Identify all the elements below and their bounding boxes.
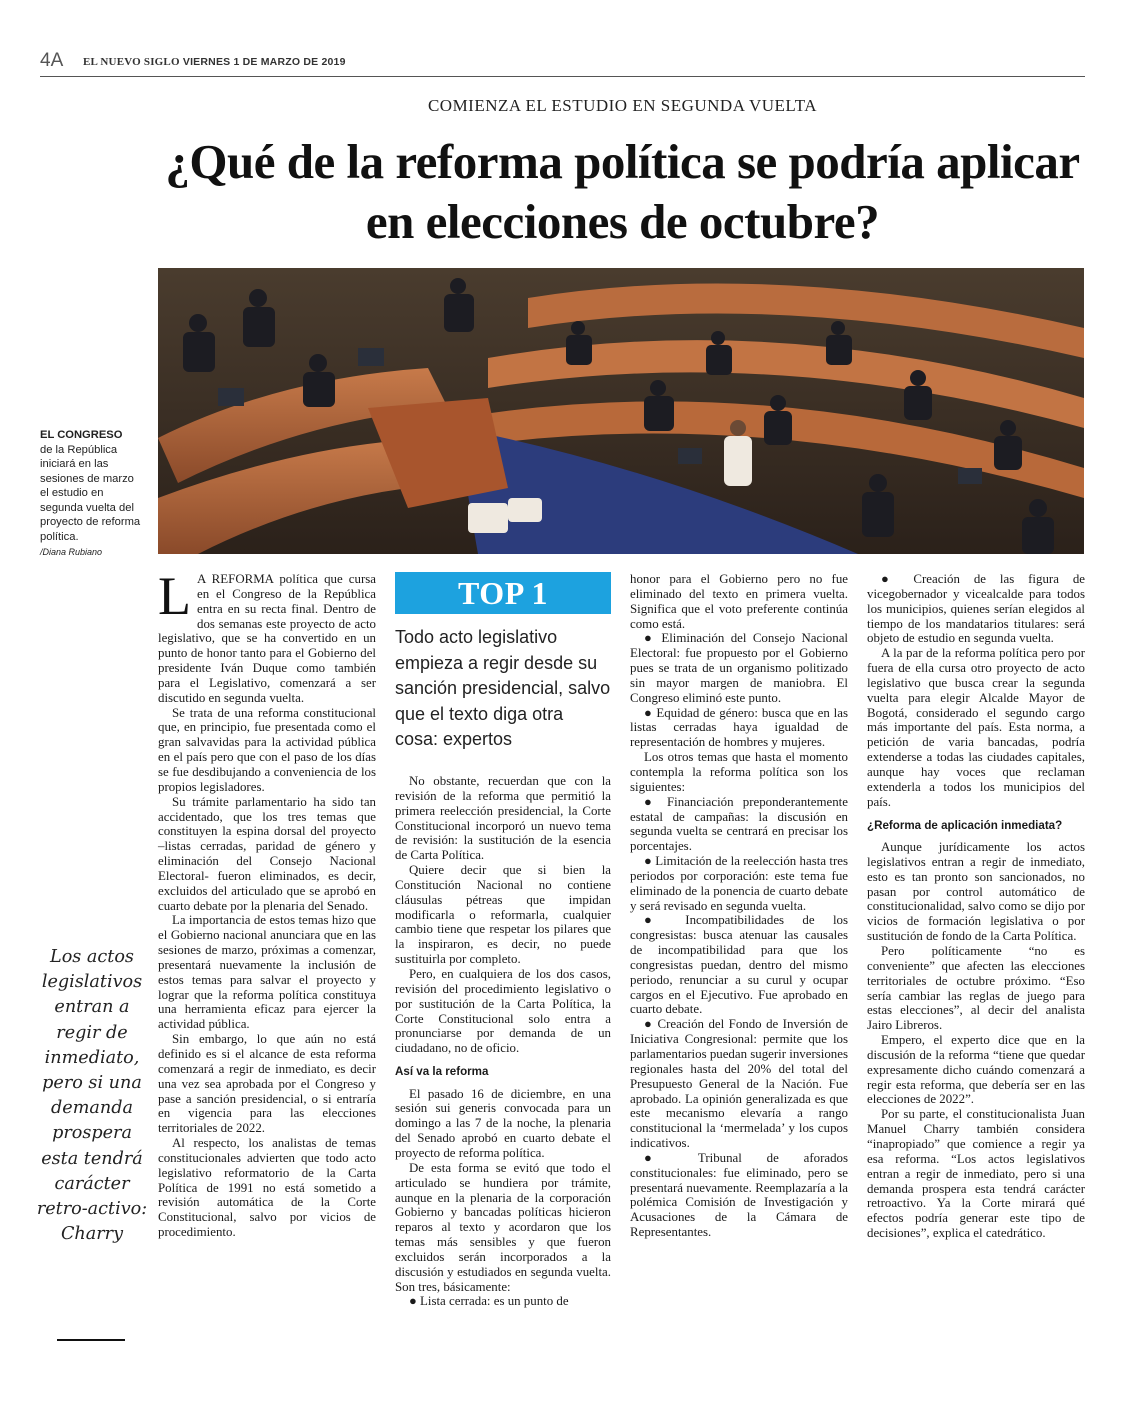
header-rule — [40, 76, 1085, 77]
bullet-item: ● Eliminación del Consejo Nacional Electoral: fue propuesto por el Gobierno pues se trata de un organismo politizado sin mayor margen de maniobra. El Congreso eliminó este punto. — [630, 631, 848, 705]
subheading: Así va la reforma — [395, 1065, 489, 1079]
bullet-item: ● Lista cerrada: es un punto de — [409, 1294, 569, 1309]
paragraph: No obstante, recuerdan que con la revisión de la reforma que permitió la primera reelección presidencial, la Corte Constitucional incorporó un nuevo tema de revisión: la sustitución de la esencia de Carta Política. — [395, 774, 611, 863]
page-number: 4A — [40, 50, 64, 71]
paragraph: Por su parte, el constitucionalista Juan Manuel Charry también considera “inapropiado” que comience a regir ya esa reforma. “Los actos legislativos entran a regir de inmediato, pero si una demanda prospera esta tendrá carácter retroactivo. Ya la Corte mirará qué efectos podría generar este tipo de decisiones”, explica el catedrático. — [867, 1107, 1085, 1241]
paragraph: Pero políticamente “no es conveniente” que afecten las elecciones territoriales de octubre próximo. “Eso sería cambiar las reglas de juego para estas elecciones”, al decir del analista Jairo Libreros. — [867, 944, 1085, 1033]
pull-quote: Los actos legislativos entran a regir de inmediato, pero si una demanda prospera esta tendrá carácter retro-activo: Charry — [36, 947, 148, 1245]
paper-masthead-line — [83, 56, 346, 68]
photo-caption — [40, 428, 145, 560]
article-column-4 — [867, 572, 1085, 1241]
drop-cap: L — [158, 566, 191, 626]
paragraph: Empero, el experto dice que en la discusión de la reforma “tiene que quedar expresamente dicho cuándo comenzará a regir esta reforma, que debería ser en las elecciones de 2022”. — [867, 1033, 1085, 1107]
paragraph: A la par de la reforma política pero por fuera de ella cursa otro proyecto de acto legislativo que busca crear la segunda vuelta para elegir Alcalde Mayor de Bogotá, considerado el segundo cargo más importante del país. Esta norma, a petición de varia bancadas, podría extenderse a todas las ciudades capitales, aunque hay voces que reclaman extenderla a todos los municipios del país. — [867, 646, 1085, 809]
paragraph: Al respecto, los analistas de temas constitucionales advierten que todo acto legislativo reformatorio de la Carta Política de 1991 no está sometido a revisión automática de la Corte Constitucional, salvo por vicios de procedimiento. — [158, 1136, 376, 1240]
paragraph: Quiere decir que si bien la Constitución Nacional no contiene cláusulas pétreas que impidan modificarla o reformarla, cualquier cambio tiene que respetar los pilares que la inspiraron, es decir, no puede sustituirla por completo. — [395, 863, 611, 967]
paragraph: Sin embargo, lo que aún no está definido es si el alcance de esta reforma comenzará a regir de inmediato, es decir una vez sea aprobada por el Congreso y pase a sanción presidencial, o si entraría en vigencia para las elecciones territoriales de 2022. — [158, 1032, 376, 1136]
top-deck: Todo acto legislativo empieza a regir desde su sanción presidencial, salvo que el texto diga otra cosa: expertos — [395, 627, 611, 750]
congress-photo — [158, 268, 1084, 554]
paragraph: El pasado 16 de diciembre, en una sesión sui generis convocada para un domingo a las 7 de la noche, la plenaria del Senado aprobó en cuarto debate el proyecto de reforma política. — [395, 1086, 611, 1160]
bullet-item: ● Tribunal de aforados constitucionales: fue eliminado, pero se presentará nuevamente. Reemplazaría a la polémica Comisión de Investigación y Acusaciones de la Cámara de Representantes. — [630, 1150, 848, 1240]
paragraph: De esta forma se evitó que todo el articulado se hundiera por trámite, aunque en la plenaria de la corporación Gobierno y bancadas políticas hicieron reparos al texto y acordaron que los temas más sensibles y que fueron excluidos serán incorporados a la discusión y estudiados en segunda vuelta. Son tres, básicamente: — [395, 1160, 611, 1294]
paper-name: EL NUEVO SIGLO — [83, 56, 180, 68]
paragraph: Los otros temas que hasta el momento contempla la reforma política son los siguientes: — [630, 750, 848, 794]
article-column-2 — [395, 774, 611, 1309]
paragraph: Pero, en cualquiera de los dos casos, revisión del procedimiento legislativo o por sustitución de la Carta Política, la Corte Constitucional solo entra a pronunciarse por demanda de un ciudadano, no de oficio. — [395, 966, 611, 1056]
photo-credit: /Diana Rubiano — [40, 547, 103, 557]
article-column-1 — [158, 566, 376, 1240]
bullet-item: ● Incompatibilidades de los congresistas: busca atenuar las causales de incompatibilidad para que los congresistas puedan, dentro del mismo periodo, renunciar a su curul y ocupar cargos en el Ejecutivo. Fue aprobado en cuarto debate. — [630, 913, 848, 1017]
article-kicker: COMIENZA EL ESTUDIO EN SEGUNDA VUELTA — [427, 96, 818, 115]
subheading: ¿Reforma de aplicación inmediata? — [867, 818, 1063, 832]
pull-quote-rule — [57, 1339, 125, 1341]
paragraph: Aunque jurídicamente los actos legislativos entran a regir de inmediato, esto es tan pronto son sancionados, no pasan por control automático de constitucionalidad, salvo como se dijo por vicios de formación legislativa o por sustitución de fondo de la Carta Política. — [867, 840, 1085, 944]
paragraph: Se trata de una reforma constitucional que, en principio, fue presentada como el gran salvavidas para la actividad pública en el país pero que con el paso de los días se fue desdibujando a conveniencia de los propios legisladores. — [158, 705, 376, 794]
bullet-item: ● Financiación preponderantemente estatal de campañas: la discusión en segunda vuelta se centrará en precisar los porcentajes. — [630, 794, 848, 854]
bullet-item: ● Limitación de la reelección hasta tres periodos por corporación: este tema fue eliminado de la ponencia de cuarto debate y será revisado en segunda vuelta. — [630, 854, 848, 913]
paragraph: La importancia de estos temas hizo que el Gobierno nacional anunciara que en las sesiones de marzo, próximas a comenzar, presentará nuevamente la inclusión de estos temas para salvar el proyecto y lograr que la reforma política constituya una herramienta eficaz para ejercer la actividad pública. — [158, 913, 376, 1032]
bullet-item: ● Equidad de género: busca que en las listas cerradas haya igualdad de representación de hombres y mujeres. — [630, 705, 848, 750]
caption-heading: EL CONGRESO — [40, 429, 123, 441]
bullet-item: ● Creación del Fondo de Inversión de Iniciativa Congresional: permite que los parlamentarios puedan sugerir inversiones regionales hasta del 20% del total del Presupuesto General de la Nación. Fue aprobado. La opinión generalizada es que este mecanismo elevaría a rango constitucional la ‘mermelada’ y los cupos indicativos. — [630, 1017, 848, 1151]
article-column-3 — [630, 572, 848, 1240]
article-headline: ¿Qué de la reforma política se podría aplicar en elecciones de octubre? — [165, 134, 1080, 249]
paragraph: honor para el Gobierno pero no fue eliminado del texto en primera vuelta. Significa que el voto preferente continúa como está. — [630, 572, 848, 631]
issue-date: VIERNES 1 DE MARZO DE 2019 — [182, 56, 346, 68]
paragraph: Su trámite parlamentario ha sido tan accidentado, que los tres temas que constituyen la espina dorsal del proyecto –listas cerradas, paridad de género y eliminación del Consejo Nacional Electoral- fueron eliminados, es decir, excluidos del articulado que se aprobó en cuarto debate por la plenaria del Senado. — [158, 794, 376, 913]
top-label-box: TOP 1 — [395, 572, 611, 614]
caption-text: de la República iniciará en las sesiones de marzo el estudio en segunda vuelta del proyecto de reforma política. — [40, 443, 141, 543]
bullet-item: ● Creación de las figura de vicegobernador y vicealcalde para todos los municipios, quienes serían elegidos al tiempo de los mandatarios titulares: será objeto de estudio en segunda vuelta. — [867, 572, 1085, 646]
paragraph: A REFORMA política que cursa en el Congreso de la República entra en su recta final. Dentro de dos semanas este proyecto de acto legislativo, que se ha convertido en un punto de honor tanto para el Gobierno del presidente Iván Duque como también para el Legislativo, comenzará a ser discutido en segunda vuelta. — [158, 572, 376, 705]
